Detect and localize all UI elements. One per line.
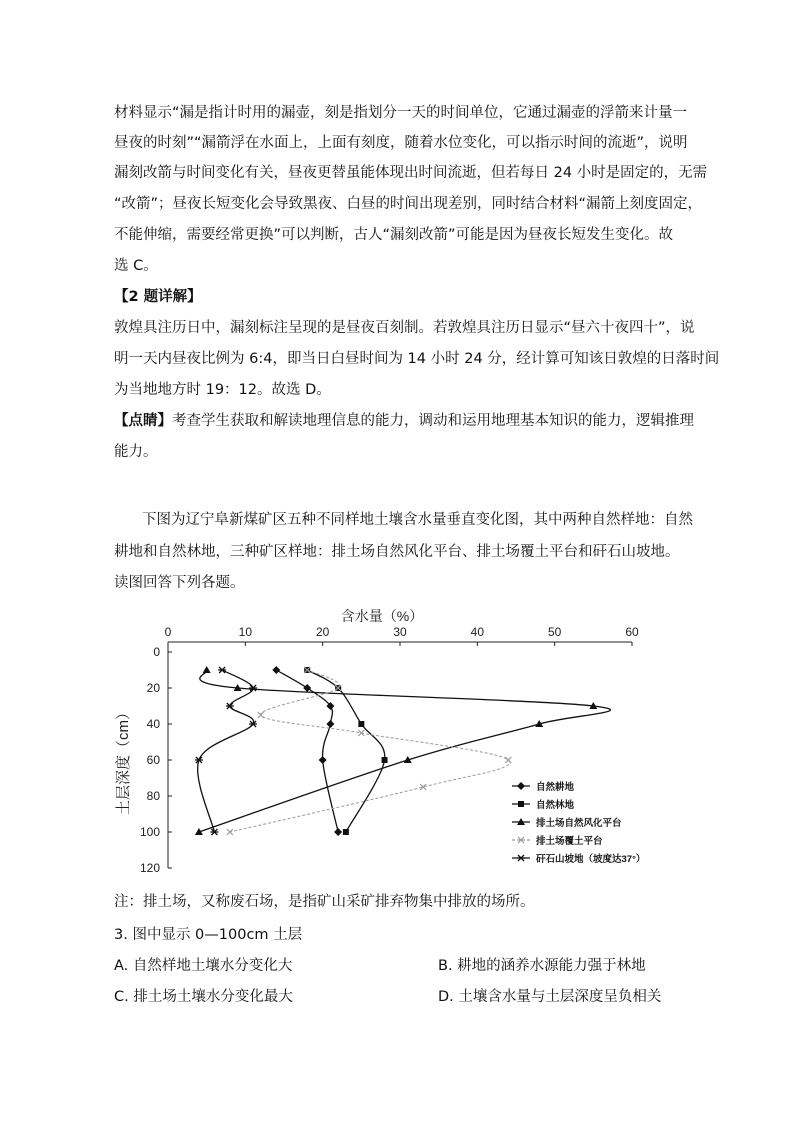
series-5	[195, 667, 257, 835]
legend-label: 矸石山坡地（坡度达37°）	[536, 854, 646, 865]
data-point	[326, 720, 334, 728]
text-line: 选 C。	[114, 258, 158, 274]
option-c[interactable]: C. 排土场土壤水分变化最大	[114, 989, 293, 1005]
y-tick-label: 0	[153, 645, 160, 659]
text-line: 敦煌具注历日中，漏刻标注呈现的是昼夜百刻制。若敦煌具注历日显示“昼六十夜四十”，说	[114, 320, 695, 336]
series-line	[276, 670, 338, 832]
x-tick-label: 50	[547, 625, 562, 639]
x-tick-label: 30	[393, 625, 407, 639]
x-tick-label: 0	[164, 625, 172, 639]
data-point	[203, 666, 211, 673]
legend-label: 排土场覆土平台	[536, 836, 603, 847]
chart-note: 注：排土场，又称废石场，是指矿山采矿排弃物集中排放的场所。	[114, 894, 535, 910]
data-point	[420, 784, 426, 790]
legend-marker	[518, 801, 524, 807]
comment-label: 【点睛】	[114, 413, 172, 429]
data-point	[226, 703, 234, 709]
option-d[interactable]: D. 土壤含水量与土层深度呈负相关	[438, 989, 662, 1005]
option-a[interactable]: A. 自然样地土壤水分变化大	[114, 958, 293, 974]
legend-marker	[517, 855, 525, 861]
text-line: 明一天内昼夜比例为 6:4，即当日白昼时间为 14 小时 24 分，经计算可知该日敦煌的日落时间	[114, 351, 720, 367]
x-tick-label: 60	[625, 625, 639, 639]
option-b[interactable]: B. 耕地的涵养水源能力强于林地	[438, 958, 646, 974]
legend-label: 排土场自然风化平台	[536, 818, 622, 829]
text-line: “改箭”；昼夜长短变化会导致黑夜、白昼的时间出现差别，同时结合材料“漏箭上刻度固定，	[114, 196, 703, 212]
text-line: 耕地和自然林地，三种矿区样地：排土场自然风化平台、排土场覆土平台和矸石山坡地。	[114, 544, 680, 560]
text-line: 漏刻改箭与时间变化有关，昼夜更替虽能体现出时间流逝，但若每日 24 小时是固定的，无需	[114, 165, 708, 181]
text-line: 下图为辽宁阜新煤矿区五种不同样地土壤含水量垂直变化图，其中两种自然样地：自然	[142, 512, 693, 528]
data-point	[505, 757, 511, 763]
data-point	[272, 666, 280, 674]
data-point	[382, 757, 388, 763]
data-point	[258, 712, 264, 718]
text-line: 材料显示“漏是指计时用的漏壶，刻是指划分一天的时间单位，它通过漏壶的浮箭来计量一	[114, 105, 688, 121]
y-tick-label: 100	[139, 825, 160, 839]
question-3-stem: 3. 图中显示 0—100cm 土层	[114, 927, 303, 943]
data-point	[334, 828, 342, 836]
text-line: 为当地地方时 19：12。故选 D。	[114, 382, 331, 398]
y-tick-label: 120	[139, 861, 160, 875]
data-point	[319, 756, 327, 764]
series-4	[227, 667, 511, 835]
y-tick-label: 60	[146, 753, 160, 767]
data-point	[358, 721, 364, 727]
text-line: 昼夜的时刻”“漏箭浮在水面上，上面有刻度，随着水位变化，可以指示时间的流逝”，说明	[114, 135, 688, 151]
comment-line	[114, 411, 694, 431]
x-tick-label: 40	[470, 625, 485, 639]
text-line: 不能伸缩，需要经常更换”可以判断，古人“漏刻改箭”可能是因为昼夜长短发生变化。故	[114, 227, 674, 243]
x-tick-label: 20	[315, 625, 330, 639]
data-point	[343, 829, 349, 835]
chart-legend	[512, 781, 645, 865]
comment-text: 考查学生获取和解读地理信息的能力，调动和运用地理基本知识的能力，逻辑推理	[172, 413, 694, 429]
y-tick-label: 80	[146, 789, 160, 803]
question-2-heading: 【2 题详解】	[114, 289, 202, 305]
y-tick-label: 20	[146, 681, 160, 695]
y-axis-label: 土层深度（cm）	[115, 705, 132, 815]
legend-label: 自然林地	[536, 800, 575, 811]
chart-title: 含水量（%）	[340, 608, 424, 624]
data-point	[218, 667, 226, 673]
y-tick-label: 40	[146, 717, 160, 731]
legend-marker	[517, 782, 525, 790]
series-line	[198, 670, 254, 832]
text-line: 能力。	[114, 444, 158, 460]
soil-moisture-chart	[110, 600, 670, 882]
data-point	[303, 684, 311, 692]
data-point	[227, 829, 233, 835]
text-line: 读图回答下列各题。	[114, 575, 245, 591]
legend-label: 自然耕地	[536, 782, 575, 793]
x-tick-label: 10	[238, 625, 253, 639]
